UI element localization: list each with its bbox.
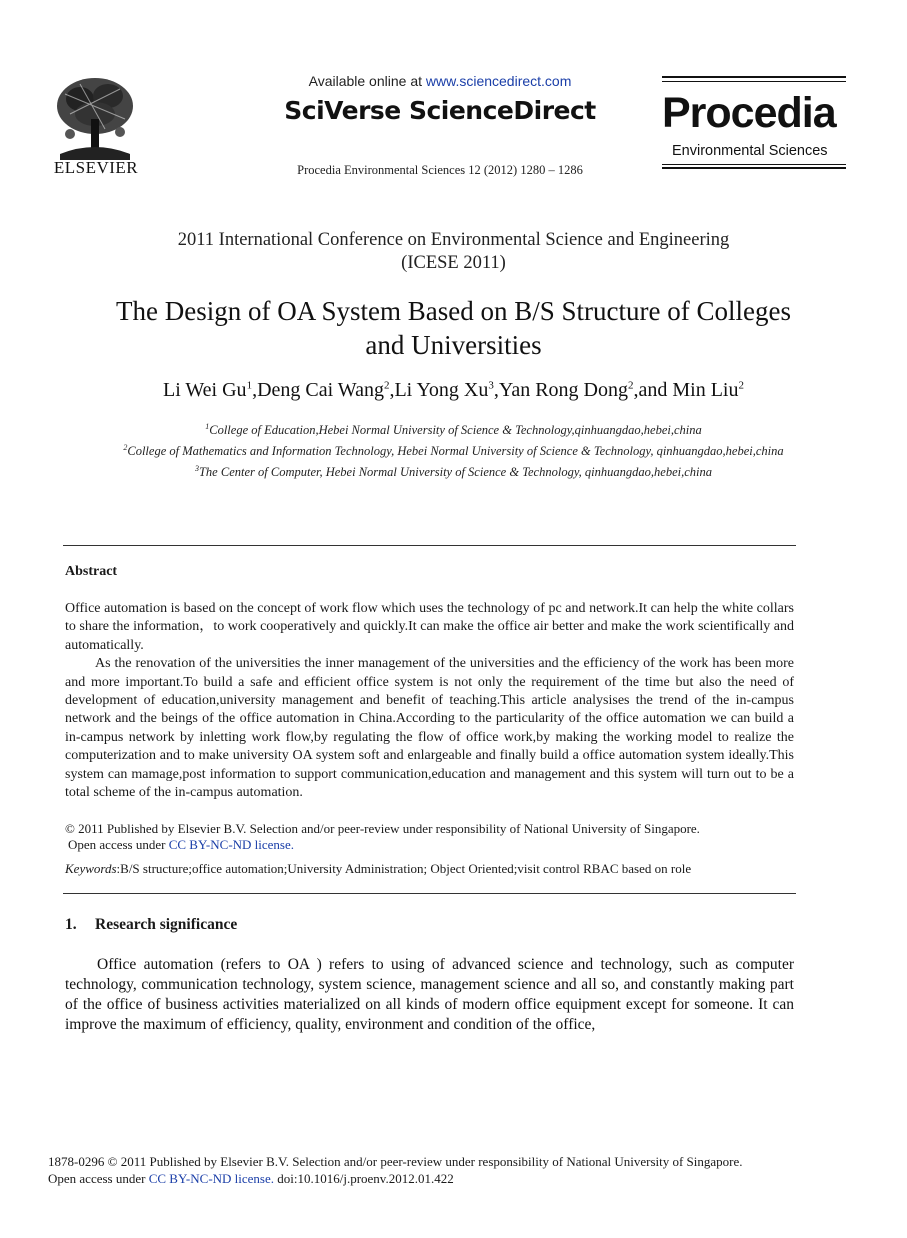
- author-affiliation-mark: 3: [488, 379, 494, 392]
- author-name: Min Liu: [672, 379, 739, 401]
- affiliation-item: [120, 439, 787, 460]
- section-number: 1.: [65, 916, 77, 933]
- publisher-wordmark: ELSEVIER: [53, 158, 139, 177]
- copyright-notice: [65, 821, 794, 852]
- conference-line2: (ICESE 2011): [401, 253, 506, 273]
- conference-line1: 2011 International Conference on Environmental Science and Engineering: [177, 230, 730, 250]
- footer-copyright: 1878-0296 © 2011 Published by Elsevier B.V. Selection and/or peer-review under responsibility of National University of Singapore.: [48, 1154, 743, 1169]
- license-link[interactable]: CC BY-NC-ND license.: [168, 836, 295, 852]
- abstract-paragraph: As the renovation of the universities the inner management of the universities and the efficiency of the work has been more and more important.To build a safe and efficient office system is not only the requirement of the time but also the need of development of education,university management and benefit of teaching.This article analysises the trend of the in-campus network and the beings of the office automation in China.According to the particularity of the office automation we can build a in-campus network by inletting work flow,by regulating the flow of office work,by making the working model to realize the computerization and to make university OA system soft and enlargeable and finally build a office automation system ideally.This system can mamage,post information to support communication,education and management and this system will turn out to be a total scheme of the in-campus automation.: [65, 656, 794, 801]
- author-name: Deng Cai Wang: [257, 379, 384, 401]
- section-title: Research significance: [95, 916, 238, 933]
- journal-logo-name: Procedia: [662, 89, 836, 137]
- copyright-text: © 2011 Published by Elsevier B.V. Selection and/or peer-review under responsibility of National University of Singapore.: [65, 821, 700, 836]
- footer-open-access: [48, 1171, 848, 1188]
- available-prefix: Available online at: [308, 73, 422, 89]
- section-heading: [65, 916, 237, 934]
- author-affiliation-mark: 1: [246, 379, 253, 392]
- author-name: Yan Rong Dong: [498, 379, 628, 401]
- footer-doi: doi:10.1016/j.proenv.2012.01.422: [277, 1170, 454, 1186]
- author-separator: ,: [389, 379, 395, 401]
- title-line2: and Universities: [365, 330, 542, 360]
- journal-reference: Procedia Environmental Sciences 12 (2012) 1280 – 1286: [297, 163, 583, 177]
- sciencedirect-link[interactable]: www.sciencedirect.com: [425, 73, 572, 89]
- affiliation-text: College of Mathematics and Information Technology, Hebei Normal University of Science & Technology, qinhuangdao,hebei,china: [127, 444, 784, 459]
- elsevier-tree-icon: [50, 74, 140, 160]
- author-affiliation-mark: 2: [738, 379, 744, 392]
- abstract-heading: Abstract: [65, 564, 118, 579]
- abstract-paragraph: Office automation is based on the concept of work flow which uses the technology of pc and network.It can help the white collars to share the information，to work cooperatively and quickly.It can make the office air better and make the work scientifically and automatically.: [65, 601, 794, 653]
- affiliation-mark: 2: [123, 443, 128, 453]
- affiliations: [120, 418, 787, 481]
- author-separator: ,and: [633, 379, 673, 401]
- open-access-prefix: Open access under: [68, 836, 166, 852]
- logo-rule: [662, 76, 846, 78]
- author-affiliation-mark: 2: [383, 379, 390, 392]
- affiliation-item: [120, 418, 787, 439]
- logo-rule: [662, 81, 846, 82]
- keywords-text: :B/S structure;office automation;University Administration; Object Oriented;visit control RBAC based on role: [116, 861, 692, 876]
- author-name: Li Yong Xu: [394, 379, 489, 401]
- footer: [48, 1154, 848, 1187]
- keywords-label: Keywords: [65, 861, 117, 876]
- footer-license-link[interactable]: CC BY-NC-ND license.: [148, 1170, 275, 1186]
- available-online: [200, 73, 680, 89]
- divider: [63, 893, 796, 894]
- platform-name: SciVerse ScienceDirect: [284, 96, 596, 125]
- affiliation-text: The Center of Computer, Hebei Normal University of Science & Technology, qinhuangdao,hebei,china: [198, 465, 712, 480]
- abstract-body: [65, 600, 794, 802]
- journal-logo-sub: Environmental Sciences: [672, 143, 828, 159]
- author-affiliation-mark: 2: [627, 379, 634, 392]
- affiliation-mark: 1: [205, 422, 210, 431]
- author-name: Li Wei Gu: [162, 379, 247, 401]
- keywords: [65, 861, 794, 877]
- elsevier-logo: [50, 74, 142, 178]
- procedia-logo: [662, 76, 846, 176]
- title-line1: The Design of OA System Based on B/S Structure of Colleges: [116, 296, 791, 326]
- author-separator: ,: [252, 379, 258, 401]
- affiliation-text: College of Education,Hebei Normal University of Science & Technology,qinhuangdao,hebei,china: [209, 423, 702, 438]
- divider: [63, 545, 796, 546]
- author-list: [50, 379, 857, 402]
- footer-open-access-prefix: Open access under: [48, 1170, 146, 1186]
- section-body: Office automation (refers to OA ) refers to using of advanced science and technology, such as computer technology, communication technology, system science, management science and all so, and constantly making part of the office of business activities materialized on all kinds of modern office equipment except for someone. It can improve the maximum of efficiency, quality, environment and condition of the office,: [65, 956, 794, 1033]
- open-access-line: [65, 837, 794, 853]
- logo-rule: [662, 164, 846, 165]
- conference-name: [60, 229, 847, 275]
- logo-rule: [662, 167, 846, 169]
- affiliation-mark: 3: [194, 464, 199, 474]
- author-separator: ,: [493, 379, 499, 401]
- paper-title: [50, 294, 857, 362]
- affiliation-item: [120, 460, 787, 481]
